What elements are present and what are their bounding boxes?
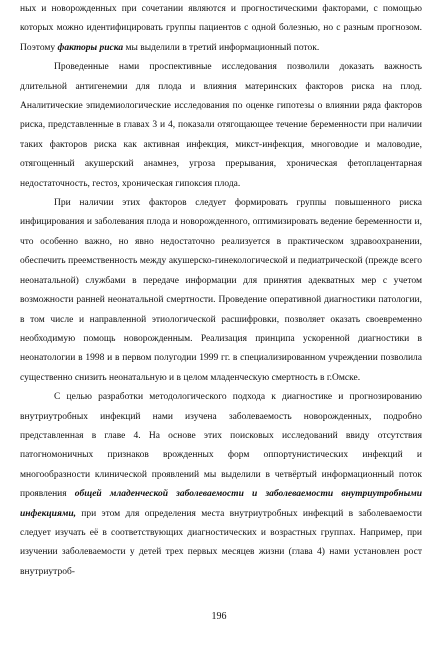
paragraph-2: [20, 58, 422, 194]
p2-text: Проведенные нами проспективные исследования позволили доказать важность длительной антигенемии для плода и влияния материнских факторов риска на плод. Аналитические эпидемиологические исследования по оценке гипотезы о влиянии ряда факторов риска, представленные в главах 3 и 4, показали отягощающее течение беременности при наличии таких факторов риска как активная инфекция, микст-инфекция, многоводие и маловодие, отягощенный акушерский анамнез, угроза прерывания, хроническая фетоплацентарная недостаточность, гестоз, хроническая гипоксия плода.: [20, 62, 422, 189]
p1-text-b: мы выделили в третий информационный поток.: [123, 42, 320, 53]
p4-text-a: С целью разработки методологического подхода к диагностике и прогнозированию внутриутробных инфекций нами изучена заболеваемость новорожденных, подробно представленная в главе 4. На основе этих поисковых исследований ввиду отсутствия патогномоничных признаков врожденных форм оппортунистических инфекций и многообразности клинической проявлений мы выделили в четвёртый информационный поток проявления: [20, 392, 422, 500]
paragraph-1: [20, 0, 422, 58]
paragraph-3: [20, 194, 422, 388]
page-number: 196: [211, 611, 227, 622]
p4-emphasis-morbidity: общей младенческой заболеваемости и заболеваемости внутриутробными инфекциями,: [20, 489, 423, 519]
p1-emphasis-risk-factors: факторы риска: [57, 42, 124, 53]
paragraph-4: [20, 388, 422, 582]
p4-text-b: при этом для определения места внутриутробных инфекций в заболеваемости следует изучать её в соответствующих диагностических и возрастных группах. Например, при изучении заболеваемости у детей трех первых месяцев жизни (глава 4) нами установлен рост внутриутроб-: [20, 508, 422, 577]
p1-text-a: ных и новорожденных при сочетании являются и прогностическими факторами, с помощью которых можно идентифицировать группы пациентов с одной болезнью, но с разным прогнозом. Поэтому: [20, 4, 422, 53]
p3-text: При наличии этих факторов следует формировать группы повышенного риска инфицирования и заболевания плода и новорожденного, оптимизировать ведение беременности и, что особенно важно, но явно недостаточно реализуется в практическом здравоохранении, обеспечить преемственность между акушерско-гинекологической и педиатрической (прежде всего неонатальной) службами в передаче информации для принятия адекватных мер с учетом возможности ранней неонатальной смертности. Проведение оперативной диагностики патологии, в том числе и направленной этиологической расшифровки, позволяет оказать своевременно необходимую помощь новорожденным. Реализация принципа ускоренной диагностики в неонатологии в 1998 и в первом полугодии 1999 гг. в специализированном учреждении позволила существенно снизить неонатальную и в целом младенческую смертность в г.Омске.: [20, 198, 422, 383]
body-text: [20, 0, 422, 582]
